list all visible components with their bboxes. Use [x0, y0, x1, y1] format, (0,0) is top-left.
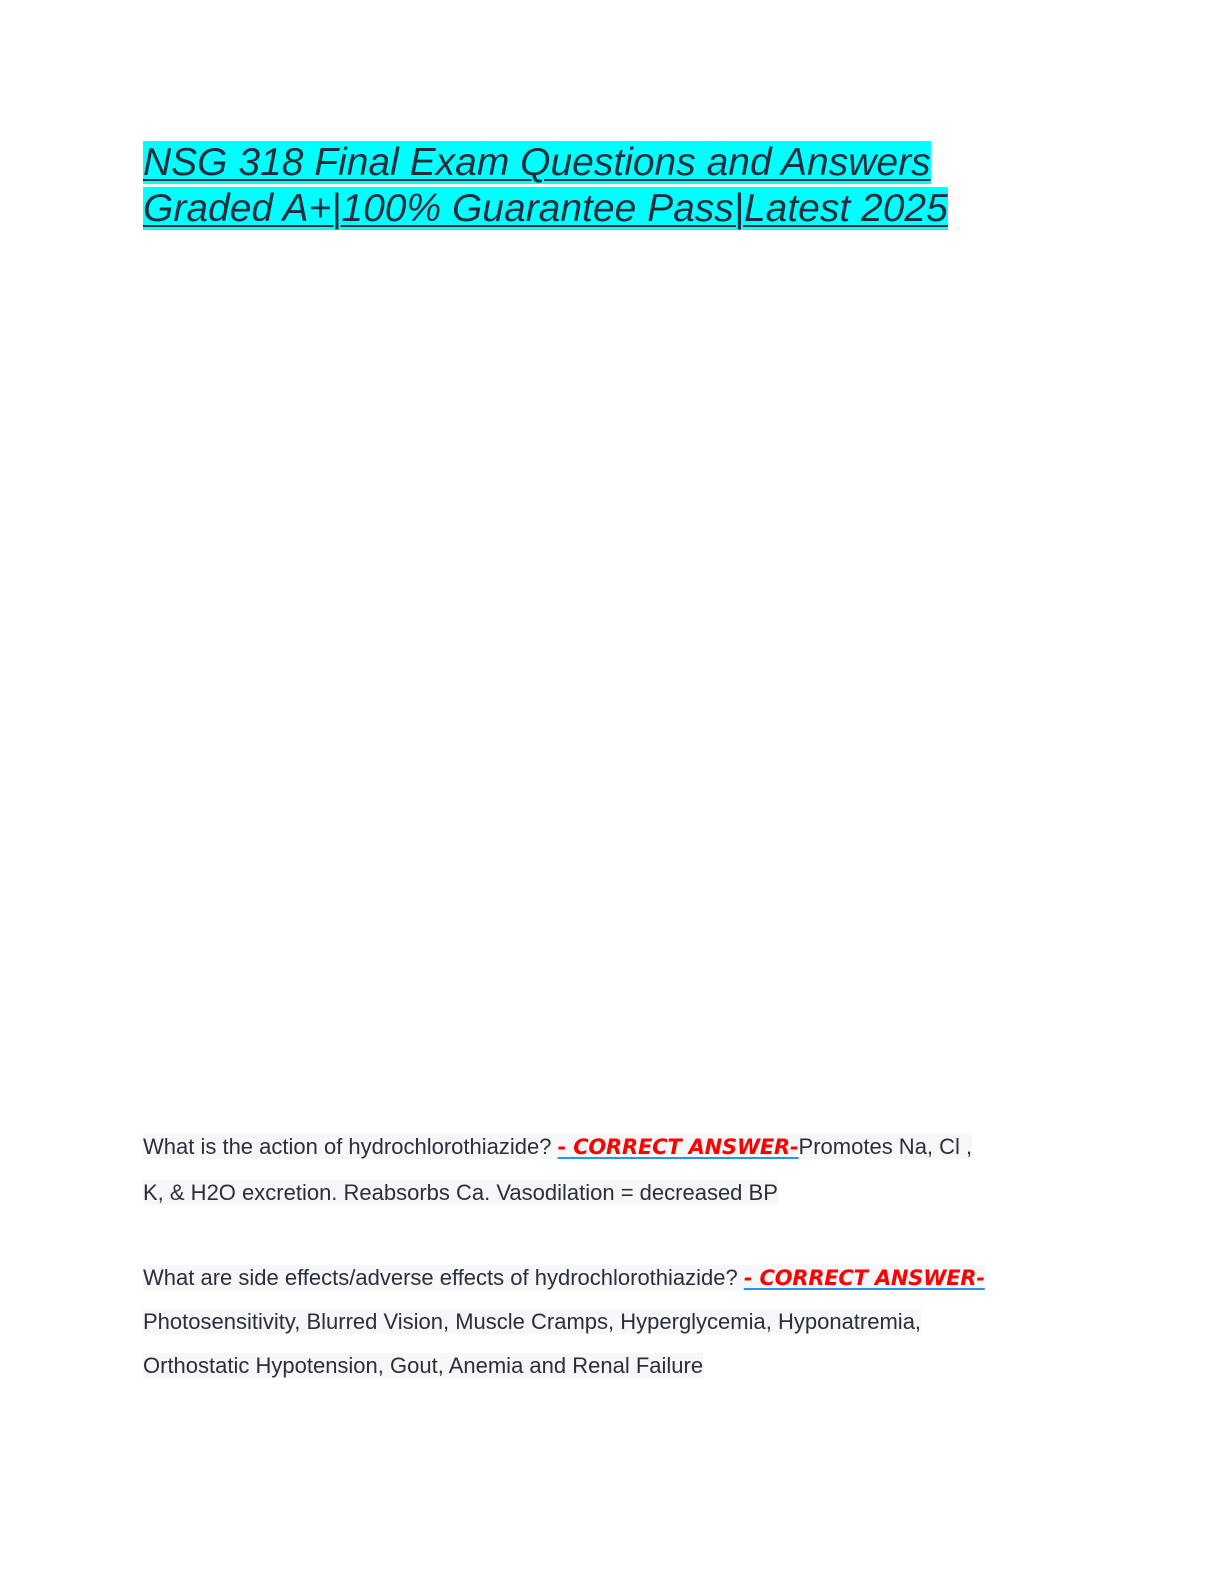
qa-2-question: What are side effects/adverse effects of hydrochlorothiazide?: [143, 1265, 744, 1290]
qa-2-correct-answer-marker: - CORRECT ANSWER-: [743, 1266, 985, 1290]
qa-2-line-1: [143, 1265, 985, 1290]
qa-2-answer-part-1: Photosensitivity, Blurred Vision, Muscle Cramps, Hyperglycemia, Hyponatremia,: [143, 1309, 922, 1334]
qa-item-1: [143, 1124, 1083, 1216]
title-line-2: Graded A+|100% Guarantee Pass|Latest 2025: [143, 187, 948, 230]
qa-1-line-1: [143, 1134, 972, 1159]
qa-item-2: [143, 1256, 1083, 1388]
title-line-1: NSG 318 Final Exam Questions and Answers: [143, 141, 931, 184]
qa-1-question: What is the action of hydrochlorothiazide?: [143, 1134, 558, 1159]
qa-1-correct-answer-marker: - CORRECT ANSWER-: [557, 1135, 799, 1159]
qa-1-answer-part-2: K, & H2O excretion. Reabsorbs Ca. Vasodilation = decreased BP: [143, 1180, 778, 1205]
qa-1-answer-part-1: Promotes Na, Cl ,: [798, 1134, 973, 1159]
qa-2-answer-part-2: Orthostatic Hypotension, Gout, Anemia and Renal Failure: [143, 1353, 704, 1378]
document-title: [143, 140, 1043, 232]
